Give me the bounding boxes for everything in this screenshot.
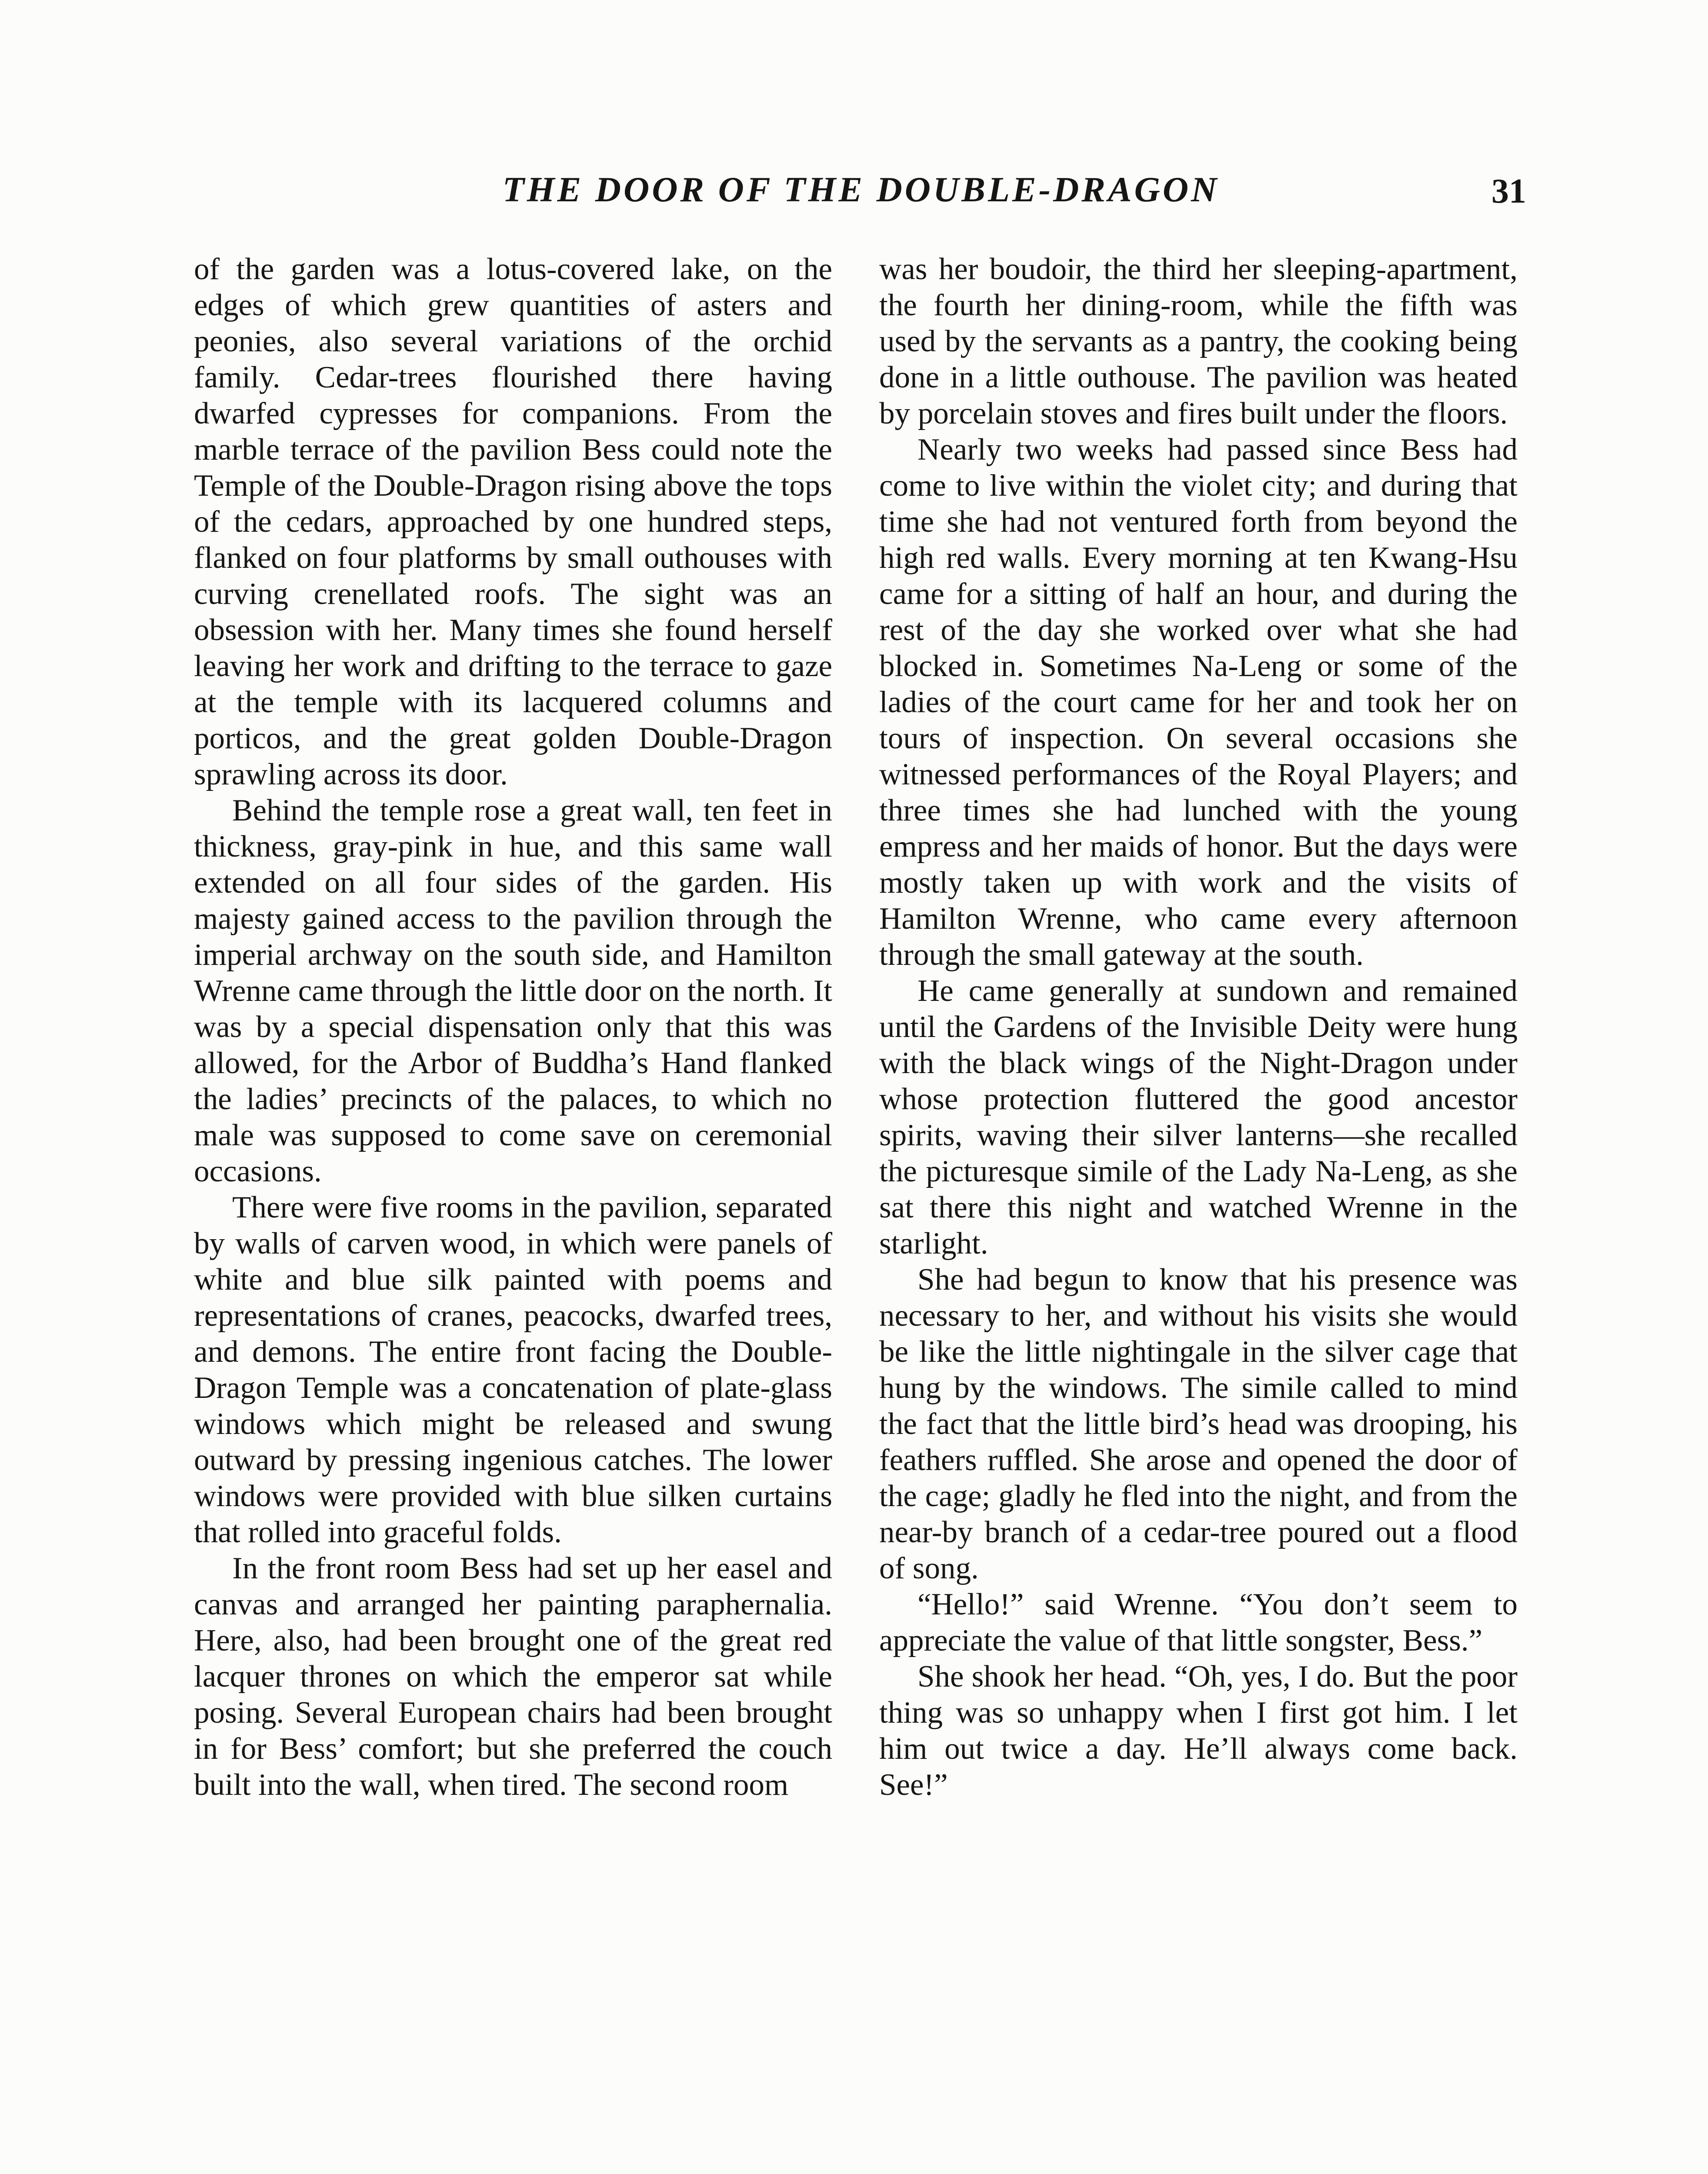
paragraph: She shook her head. “Oh, yes, I do. But the poor thing was so unhappy when I first got him. I let him out twice a day. He’ll always come back. See!”	[879, 1660, 1518, 1802]
paragraph: Nearly two weeks had passed since Bess had come to live within the violet city; and during that time she had not ventured forth from beyond the high red walls. Every morning at ten Kwang-Hsu came for a sitting of half an hour, and during the rest of the day she worked over what she had blocked in. Sometimes Na-Leng or some of the ladies of the court came for her and took her on tours of inspection. On several occasions she witnessed performances of the Royal Players; and three times she had lunched with the young empress and her maids of honor. But the days were mostly taken up with work and the visits of Hamilton Wrenne, who came every afternoon through the small gateway at the south.	[879, 433, 1518, 972]
paragraph: She had begun to know that his presence was necessary to her, and without his visits she would be like the little nightingale in the silver cage that hung by the windows. The simile called to mind the fact that the little bird’s head was drooping, his feathers ruffled. She arose and opened the door of the cage; gladly he fled into the night, and from the near-by branch of a cedar-tree poured out a flood of song.	[879, 1263, 1518, 1585]
paragraph: Behind the temple rose a great wall, ten feet in thickness, gray-pink in hue, and this same wall extended on all four sides of the garden. His majesty gained access to the pavilion through the imperial archway on the south side, and Hamilton Wrenne came through the little door on the north. It was by a special dispensation only that this was allowed, for the Arbor of Buddha’s Hand flanked the ladies’ precincts of the palaces, to which no male was supposed to come save on ceremonial occasions.	[194, 794, 832, 1188]
paragraph: In the front room Bess had set up her easel and canvas and arranged her painting paraphernalia. Here, also, had been brought one of the great red lacquer thrones on which the emperor sat while posing. Several European chairs had been brought in for Bess’ comfort; but she preferred the couch built into the wall, when tired. The second room	[194, 1551, 832, 1802]
paragraph: “Hello!” said Wrenne. “You don’t seem to appreciate the value of that little songster, Bess.”	[879, 1587, 1518, 1657]
paragraph: He came generally at sundown and remained until the Gardens of the Invisible Deity were hung with the black wings of the Night-Dragon under whose protection fluttered the good ancestor spirits, waving their silver lanterns—she recalled the picturesque simile of the Lady Na-Leng, as she sat there this night and watched Wrenne in the starlight.	[879, 974, 1518, 1260]
left-text-column	[194, 251, 832, 1803]
page-number: 31	[1491, 172, 1526, 210]
right-text-column	[879, 251, 1518, 1803]
paragraph: of the garden was a lotus-covered lake, on the edges of which grew quantities of asters and peonies, also several variations of the orchid family. Cedar-trees flourished there having dwarfed cypresses for companions. From the marble terrace of the pavilion Bess could note the Temple of the Double-Dragon rising above the tops of the cedars, approached by one hundred steps, flanked on four platforms by small outhouses with curving crenellated roofs. The sight was an obsession with her. Many times she found herself leaving her work and drifting to the terrace to gaze at the temple with its lacquered columns and porticos, and the great golden Double-Dragon sprawling across its door.	[194, 252, 832, 791]
paragraph: There were five rooms in the pavilion, separated by walls of carven wood, in which were panels of white and blue silk painted with poems and representations of cranes, peacocks, dwarfed trees, and demons. The entire front facing the Double-Dragon Temple was a concatenation of plate-glass windows which might be released and swung outward by pressing ingenious catches. The lower windows were provided with blue silken curtains that rolled into graceful folds.	[194, 1190, 832, 1549]
running-title: THE DOOR OF THE DOUBLE-DRAGON	[502, 170, 1220, 209]
paragraph: was her boudoir, the third her sleeping-apartment, the fourth her dining-room, while the fifth was used by the servants as a pantry, the cooking being done in a little outhouse. The pavilion was heated by porcelain stoves and fires built under the floors.	[879, 252, 1518, 430]
